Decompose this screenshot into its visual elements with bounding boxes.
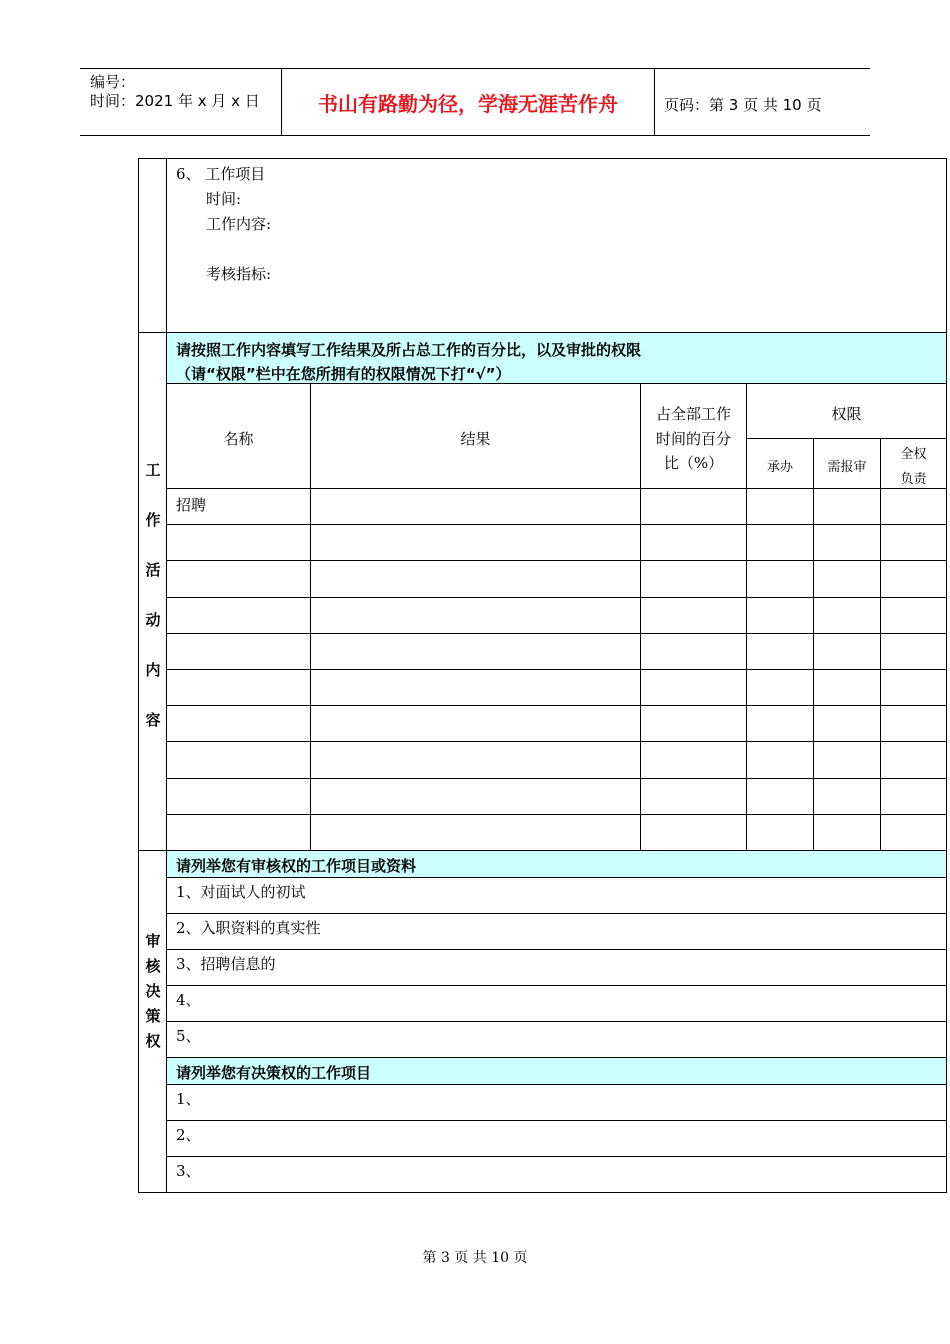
- activities-side-cell: [138, 332, 167, 851]
- decision-header: 请列举您有决策权的工作项目: [176, 1064, 372, 1082]
- decision-item-cell: [166, 1120, 947, 1157]
- col-authority: 权限: [831, 405, 862, 423]
- col-result: 结果: [460, 430, 491, 448]
- auth-report: 需报审: [827, 460, 867, 475]
- decision-item-cell: [166, 1156, 947, 1193]
- activity-row-cell: [746, 597, 814, 634]
- activity-row-cell: [746, 778, 814, 815]
- activity-row-cell: [880, 560, 947, 597]
- header-divider: [654, 68, 655, 136]
- activity-row-cell: [166, 778, 311, 815]
- activities-instruction-1: 请按照工作内容填写工作结果及所占总工作的百分比，以及审批的权限: [176, 341, 642, 359]
- review-item-cell: [166, 1021, 947, 1058]
- activity-row-cell: [310, 560, 641, 597]
- activity-row-cell: [640, 741, 747, 778]
- activity-row-cell: [813, 597, 881, 634]
- activity-row-cell: [880, 705, 947, 742]
- activities-side-char: 内: [145, 661, 161, 679]
- activity-row-cell: [880, 524, 947, 561]
- col-percent-1: 占全部工作: [655, 405, 731, 423]
- auth-undertake: 承办: [766, 460, 793, 475]
- activity-row-cell: [880, 633, 947, 670]
- col-name: 名称: [223, 430, 254, 448]
- review-item: 5、: [176, 1027, 201, 1045]
- activity-row-cell: [166, 633, 311, 670]
- col-percent-3: 比（%）: [663, 454, 724, 472]
- activity-row-cell: [166, 560, 311, 597]
- activity-row-cell: [813, 814, 881, 851]
- activity-row-cell: [310, 488, 641, 525]
- review-item: 2、入职资料的真实性: [176, 919, 321, 937]
- activity-row-cell: [310, 741, 641, 778]
- activity-row-cell: [746, 814, 814, 851]
- activity-row-cell: [640, 705, 747, 742]
- review-side-char: 策: [145, 1007, 161, 1025]
- review-side-char: 审: [145, 932, 161, 950]
- activity-row-cell: [880, 814, 947, 851]
- activity-row-cell: [640, 669, 747, 706]
- activity-row-cell: [640, 814, 747, 851]
- activity-row-cell: [166, 741, 311, 778]
- activity-row-cell: [880, 741, 947, 778]
- activity-row-cell: [813, 633, 881, 670]
- activity-row-cell: [746, 633, 814, 670]
- col-percent-2: 时间的百分: [655, 430, 731, 448]
- activity-row-cell: [640, 597, 747, 634]
- activity-row-cell: [310, 778, 641, 815]
- page-code: 页码：第 3 页 共 10 页: [664, 96, 822, 114]
- activity-name: 招聘: [176, 496, 207, 514]
- decision-item: 3、: [176, 1162, 201, 1180]
- review-side-char: 核: [145, 957, 161, 975]
- activity-row-cell: [746, 669, 814, 706]
- activity-row-cell: [166, 524, 311, 561]
- auth-full-1: 全权: [900, 447, 927, 462]
- activity-row-cell: [880, 669, 947, 706]
- review-item: 4、: [176, 991, 201, 1009]
- header-bottom-rule: [80, 135, 870, 136]
- auth-full-2: 负责: [900, 472, 927, 487]
- activity-row-cell: [813, 741, 881, 778]
- page-footer: 第 3 页 共 10 页: [422, 1250, 528, 1266]
- activity-row-cell: [880, 597, 947, 634]
- activity-row-cell: [813, 669, 881, 706]
- activity-row-cell: [746, 741, 814, 778]
- activity-row-cell: [746, 524, 814, 561]
- activity-row-cell: [640, 488, 747, 525]
- activity-row-cell: [813, 524, 881, 561]
- activity-row-cell: [166, 705, 311, 742]
- activities-side-char: 动: [145, 611, 161, 629]
- activity-row-cell: [640, 560, 747, 597]
- item6-kpi: 考核指标:: [206, 265, 272, 283]
- review-side-char: 决: [145, 982, 161, 1000]
- item6-cell: [166, 158, 947, 333]
- decision-item: 2、: [176, 1126, 201, 1144]
- activity-row-cell: [166, 597, 311, 634]
- activity-row-cell: [813, 778, 881, 815]
- activity-row-cell: [310, 597, 641, 634]
- item6-title: 6、 工作项目: [176, 165, 266, 183]
- activity-row-cell: [640, 524, 747, 561]
- activity-row-cell: [310, 669, 641, 706]
- review-item: 1、对面试人的初试: [176, 883, 306, 901]
- activity-row-cell: [166, 814, 311, 851]
- activity-row-cell: [746, 705, 814, 742]
- review-item-cell: [166, 985, 947, 1022]
- review-header: 请列举您有审核权的工作项目或资料: [176, 857, 417, 875]
- activities-side-char: 活: [145, 561, 161, 579]
- activity-row-cell: [813, 560, 881, 597]
- review-side-char: 权: [145, 1032, 161, 1050]
- activity-row-cell: [166, 669, 311, 706]
- activity-row-cell: [310, 524, 641, 561]
- item6-side-cell: [138, 158, 167, 333]
- review-item: 3、招聘信息的: [176, 955, 276, 973]
- activity-row-cell: [310, 705, 641, 742]
- header-top-rule: [80, 68, 870, 69]
- activities-side-char: 容: [145, 711, 161, 729]
- activity-row-cell: [746, 488, 814, 525]
- activities-side-char: 作: [145, 511, 161, 529]
- item6-content: 工作内容:: [206, 215, 272, 233]
- activity-row-cell: [310, 814, 641, 851]
- review-item-cell: [166, 949, 947, 986]
- activity-row-cell: [640, 633, 747, 670]
- activities-side-char: 工: [145, 461, 161, 479]
- activities-instruction-2: （请“权限”栏中在您所拥有的权限情况下打“√”）: [176, 365, 511, 383]
- item6-time: 时间:: [206, 190, 242, 208]
- activity-row-cell: [880, 778, 947, 815]
- decision-item-cell: [166, 1084, 947, 1121]
- motto: 书山有路勤为径，学海无涯苦作舟: [318, 92, 618, 116]
- time-label: 时间：2021 年 x 月 x 日: [90, 92, 260, 110]
- decision-item: 1、: [176, 1090, 201, 1108]
- activity-row-cell: [813, 488, 881, 525]
- activity-row-cell: [880, 488, 947, 525]
- activity-row-cell: [310, 633, 641, 670]
- activity-row-cell: [746, 560, 814, 597]
- serial-label: 编号：: [90, 73, 136, 91]
- activity-row-cell: [640, 778, 747, 815]
- activity-row-cell: [813, 705, 881, 742]
